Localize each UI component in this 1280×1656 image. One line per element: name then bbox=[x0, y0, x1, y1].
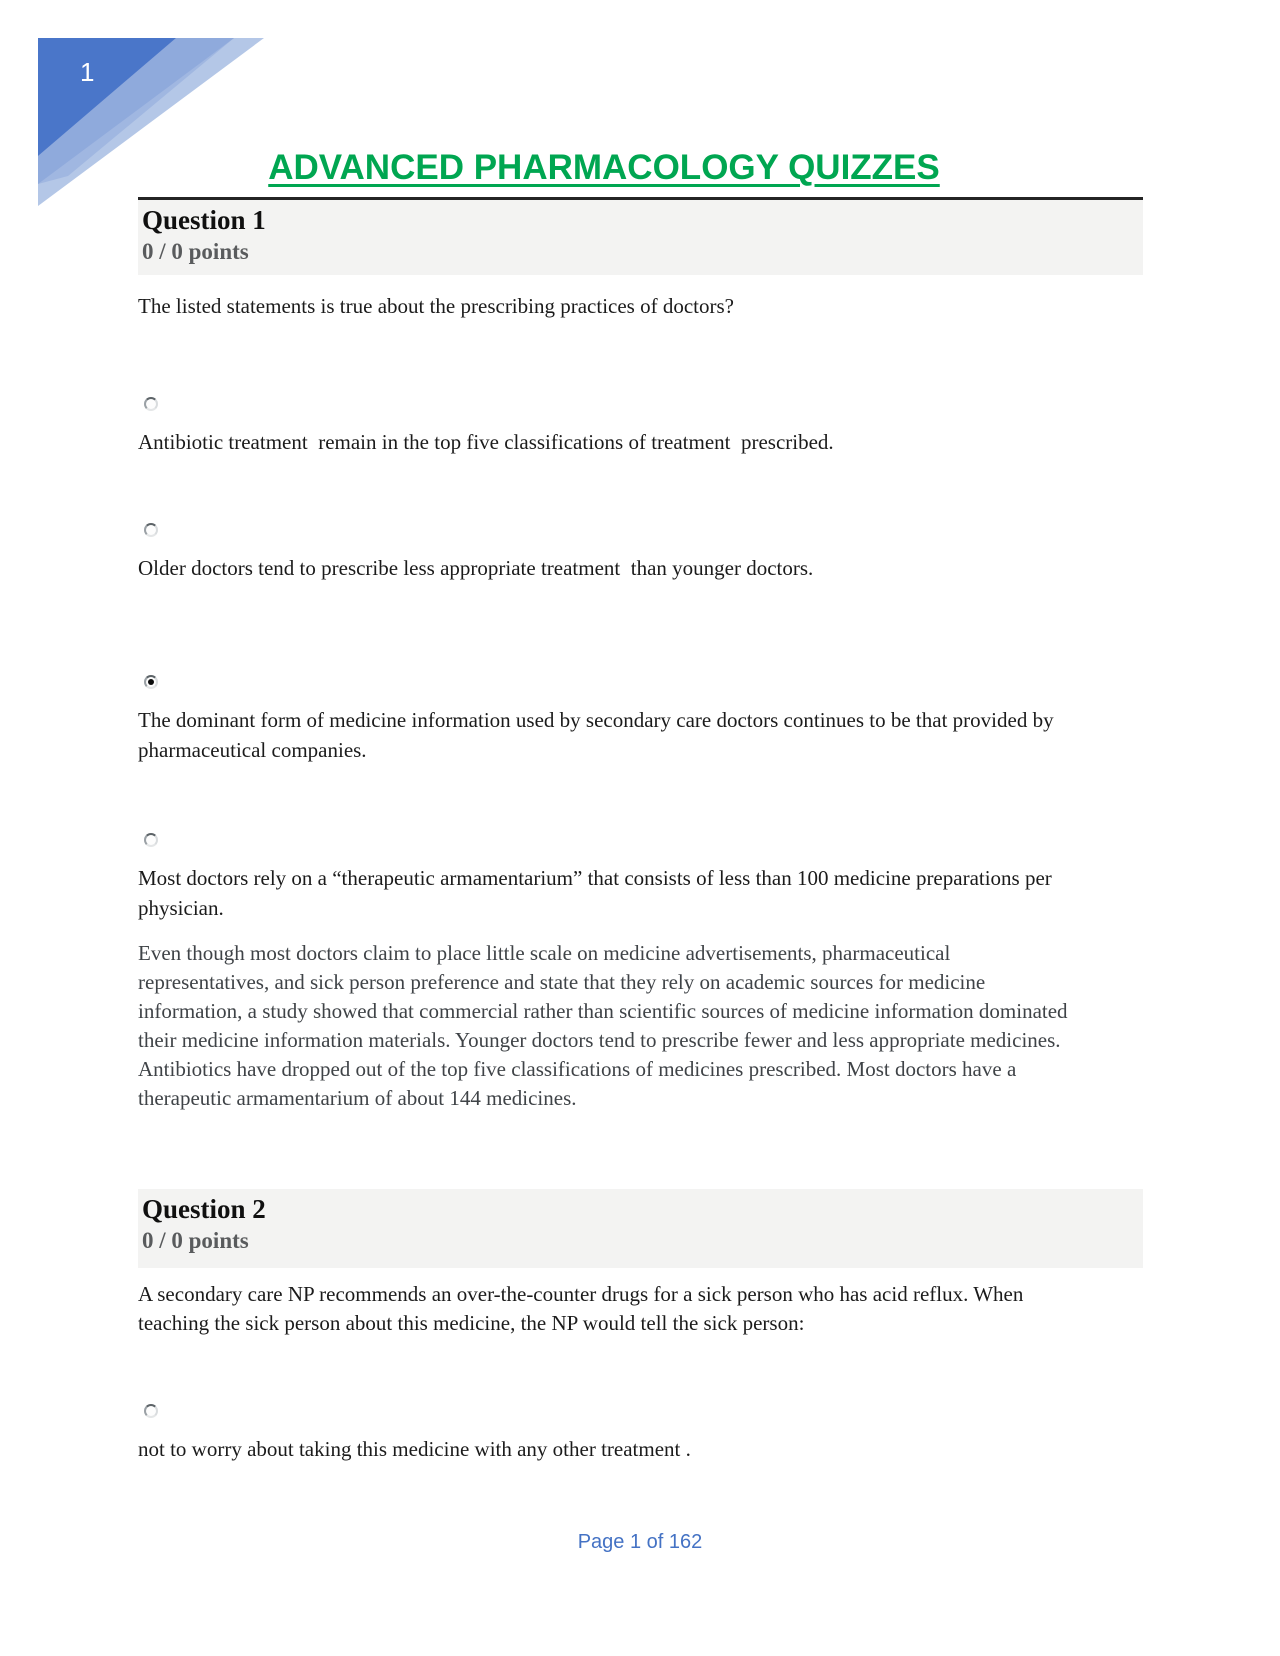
option-text: Most doctors rely on a “therapeutic armamentarium” that consists of less than 100 medicine preparations per physician. bbox=[138, 866, 1058, 920]
question-points: 0 / 0 points bbox=[142, 1228, 249, 1253]
document-title: ADVANCED PHARMACOLOGY QUIZZES bbox=[268, 148, 940, 187]
answer-option bbox=[138, 397, 1143, 457]
radio-button-selected-icon[interactable] bbox=[144, 675, 158, 689]
page-number-corner: 1 bbox=[80, 57, 95, 87]
radio-button-icon[interactable] bbox=[144, 833, 158, 847]
option-text: Antibiotic treatment remain in the top five classifications of treatment prescribed. bbox=[138, 430, 834, 454]
answer-option bbox=[138, 523, 1143, 583]
option-text: Older doctors tend to prescribe less appropriate treatment than younger doctors. bbox=[138, 556, 814, 580]
question-label: Question 1 bbox=[142, 205, 266, 235]
document-body bbox=[138, 0, 1143, 1464]
radio-button-icon[interactable] bbox=[144, 397, 158, 411]
page-footer: Page 1 of 162 bbox=[577, 1531, 703, 1553]
answer-option bbox=[138, 833, 1143, 923]
option-text: The dominant form of medicine information used by secondary care doctors continues to be that provided by pharmaceutical companies. bbox=[138, 708, 1059, 762]
question-text: A secondary care NP recommends an over-the-counter drugs for a sick person who has acid reflux. When teaching the sick person about this medicine, the NP would tell the sick person: bbox=[138, 1282, 1029, 1335]
radio-button-icon[interactable] bbox=[144, 523, 158, 537]
question-points: 0 / 0 points bbox=[142, 239, 249, 264]
answer-option bbox=[138, 675, 1143, 765]
answer-explanation: Even though most doctors claim to place little scale on medicine advertisements, pharmaceutical representatives, and sick person preference and state that they rely on academic sources for medicine information, a study showed that commercial rather than scientific sources of medicine information dominated their medicine information materials. Younger doctors tend to prescribe fewer and less appropriate medicines. Antibiotics have dropped out of the top five classifications of medicines prescribed. Most doctors have a therapeutic armamentarium of about 144 medicines. bbox=[138, 941, 1073, 1110]
question-2-header bbox=[138, 1189, 1143, 1268]
question-text: The listed statements is true about the prescribing practices of doctors? bbox=[138, 294, 734, 318]
answer-option bbox=[138, 1404, 1143, 1464]
question-1-header bbox=[138, 197, 1143, 275]
question-label: Question 2 bbox=[142, 1194, 266, 1224]
option-text: not to worry about taking this medicine with any other treatment . bbox=[138, 1437, 691, 1461]
radio-button-icon[interactable] bbox=[144, 1404, 158, 1418]
